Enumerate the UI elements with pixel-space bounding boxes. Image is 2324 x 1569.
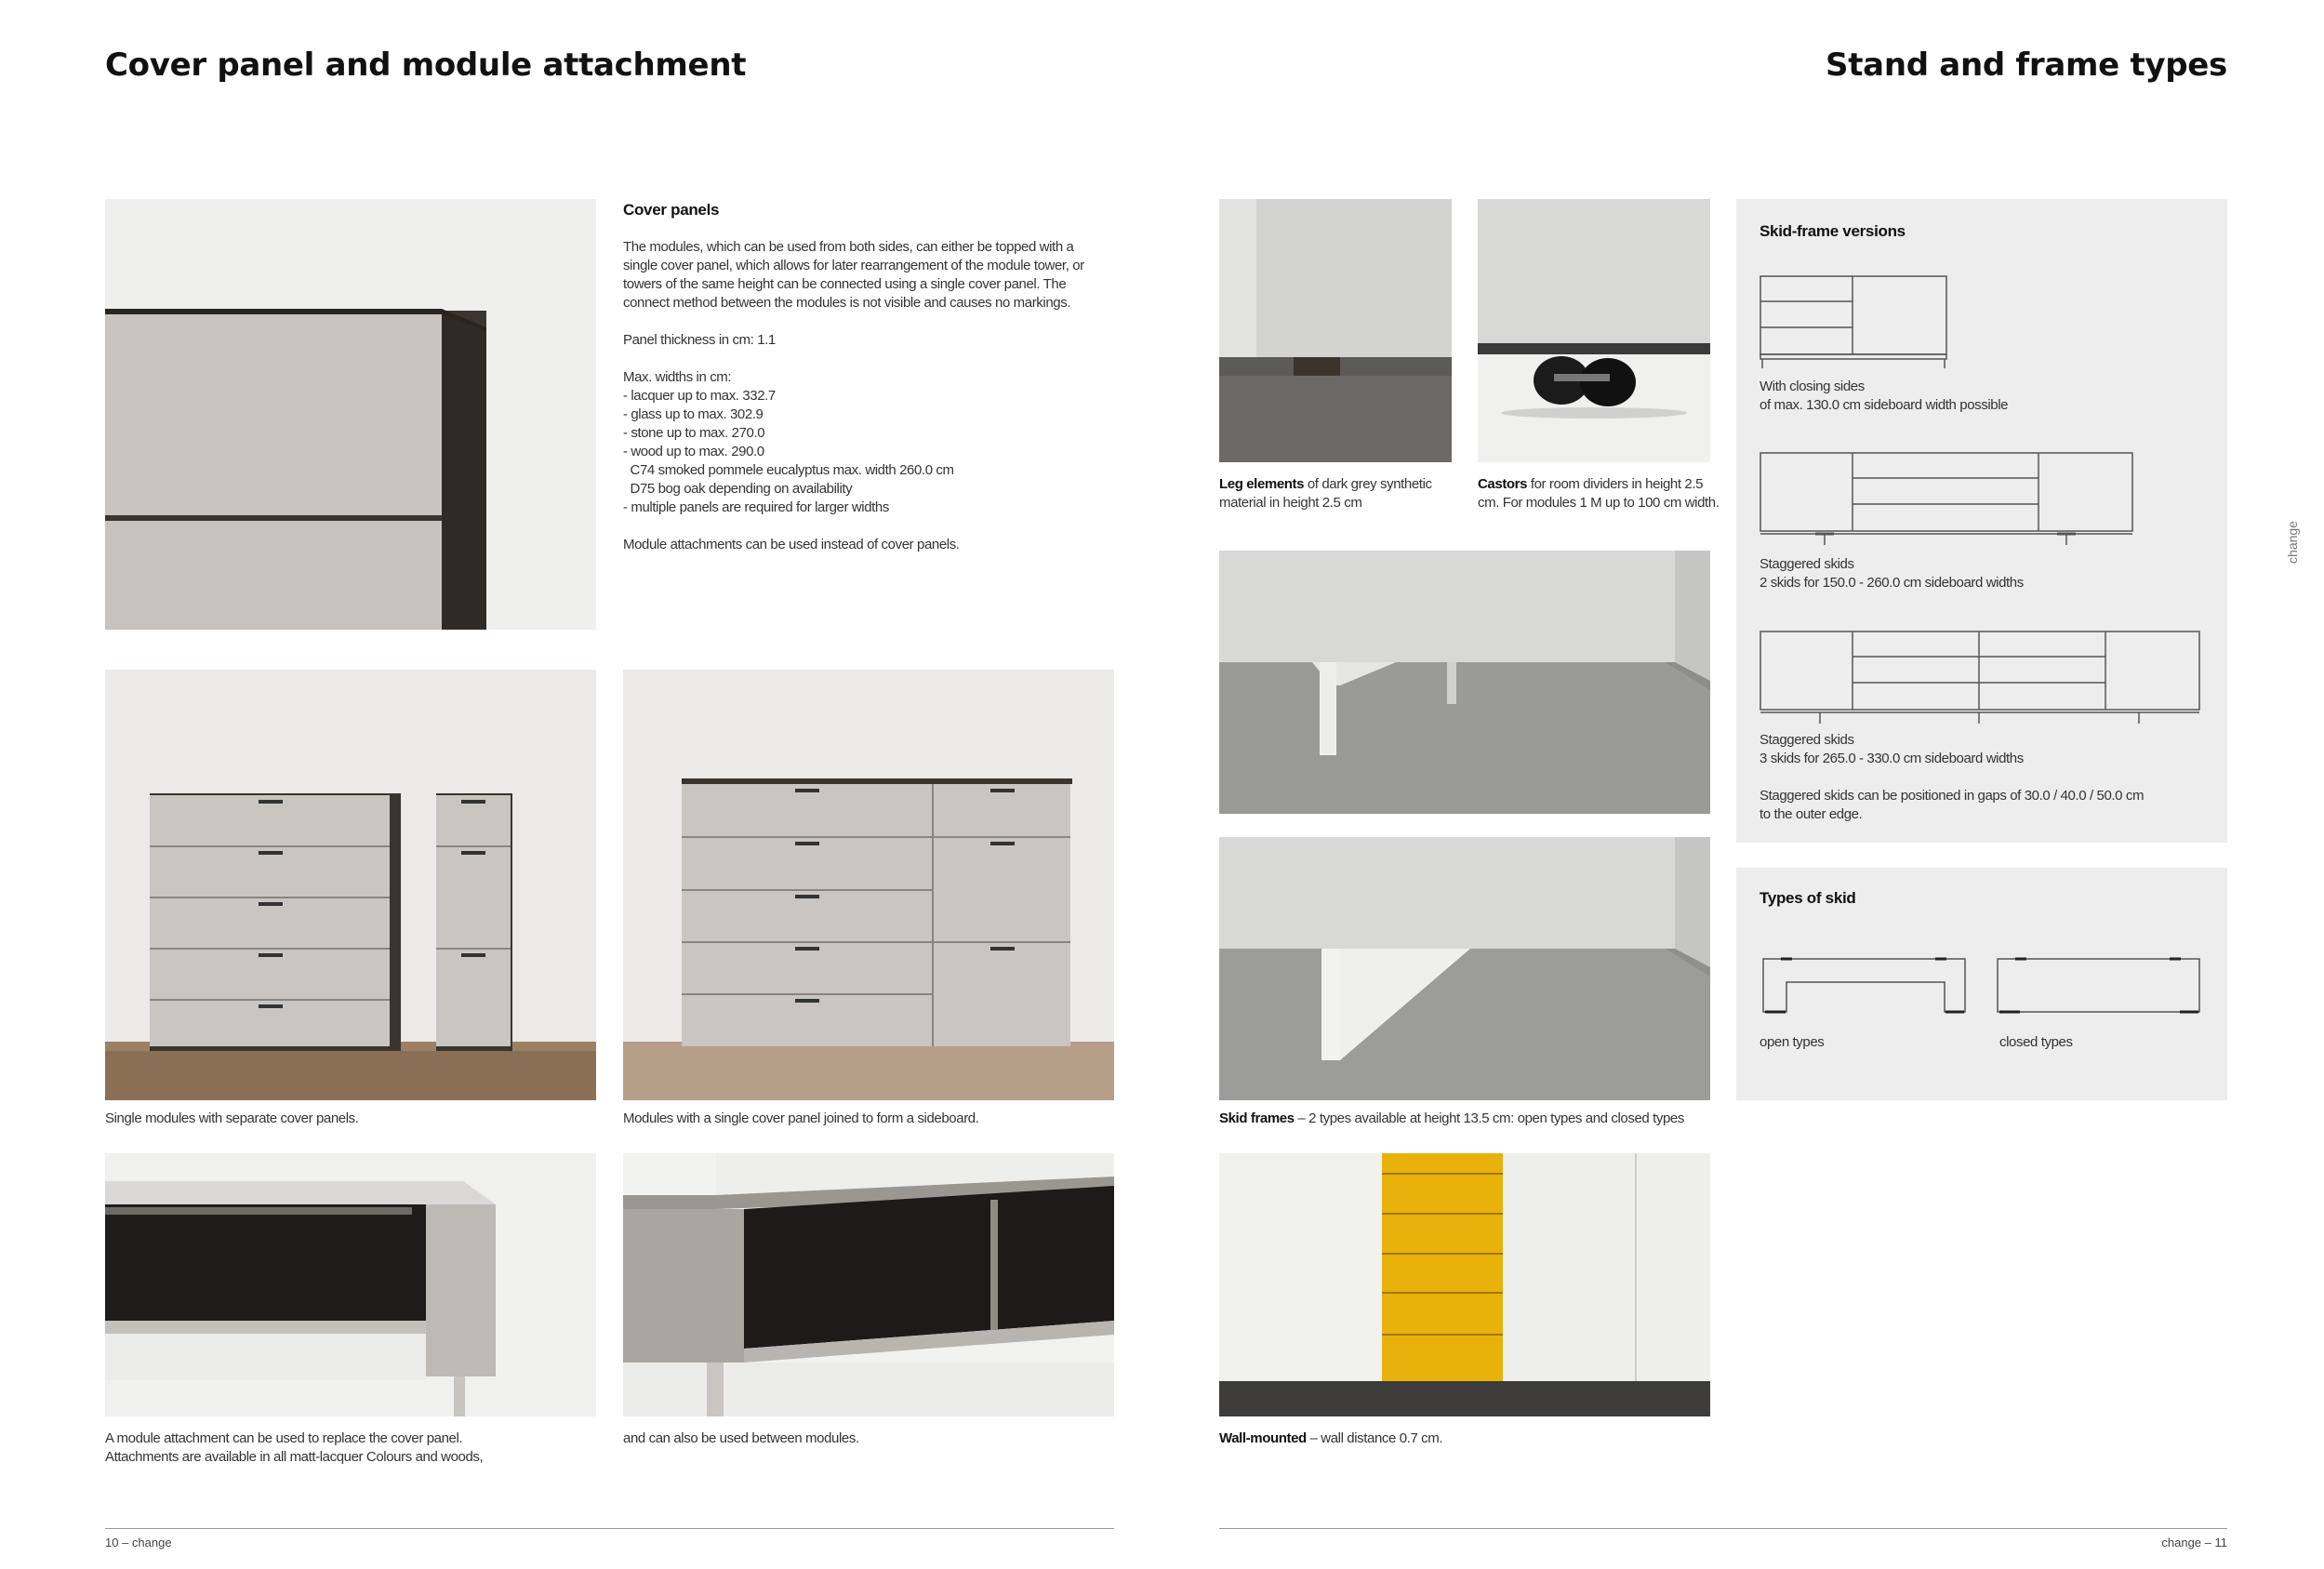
left-folio: 10 – change xyxy=(105,1536,172,1549)
module-attachment-note: Module attachments can be used instead of cover panels. xyxy=(623,537,960,552)
max-width-item: - glass up to max. 302.9 xyxy=(623,406,764,422)
cover-panels-paragraph: The modules, which can be used from both sides, can either be topped with a single cover panel, which allows for later rearrangement of the module tower, or towers of the same height can be connected using a single cover panel. The connect method between the modules is not visible and causes no markings. xyxy=(623,239,1084,311)
attachment-caption xyxy=(105,1429,483,1467)
max-width-item: - lacquer up to max. 332.7 xyxy=(623,388,776,404)
max-width-item: D75 bog oak depending on availability xyxy=(623,481,853,497)
attachment-caption-line: A module attachment can be used to replace the cover panel. xyxy=(105,1430,463,1446)
skid-frames-caption xyxy=(1219,1110,1684,1128)
leg-elements-label: Leg elements xyxy=(1219,476,1305,492)
module-attachment-photo xyxy=(105,1153,596,1416)
max-widths-label: Max. widths in cm: xyxy=(623,369,732,385)
skid-version-1-diagram xyxy=(1760,273,1950,371)
left-page-title: Cover panel and module attachment xyxy=(105,47,747,84)
open-types-label: open types xyxy=(1760,1034,1825,1050)
skid-version-2-line: Staggered skids xyxy=(1760,556,1854,572)
skid-frames-label: Skid frames xyxy=(1219,1110,1295,1126)
skid-frames-text: – 2 types available at height 13.5 cm: open types and closed types xyxy=(1294,1110,1684,1126)
single-modules-photo xyxy=(105,670,596,1100)
skid-frame-open-photo xyxy=(1219,551,1710,814)
sideboard-photo xyxy=(623,670,1114,1100)
attachment-between-photo xyxy=(623,1153,1114,1416)
types-of-skid-heading: Types of skid xyxy=(1760,889,1856,907)
max-width-item: - stone up to max. 270.0 xyxy=(623,425,765,441)
between-caption: and can also be used between modules. xyxy=(623,1430,859,1446)
skid-gap-note-line: Staggered skids can be positioned in gaps of 30.0 / 40.0 / 50.0 cm xyxy=(1760,788,2145,804)
side-tab-label: change xyxy=(2284,521,2300,564)
leg-elements-caption xyxy=(1219,475,1452,512)
castors-text: for room dividers in height 2.5 cm. For modules 1 M up to 100 cm width. xyxy=(1478,476,1720,511)
max-width-item: - multiple panels are required for larger widths xyxy=(623,499,889,515)
skid-version-3-diagram xyxy=(1760,629,2204,731)
castors-label: Castors xyxy=(1478,476,1528,492)
attachment-caption-line: Attachments are available in all matt-lacquer Colours and woods, xyxy=(105,1449,484,1465)
right-folio: change – 11 xyxy=(2161,1536,2227,1549)
castors-photo xyxy=(1478,199,1710,462)
left-footer-rule xyxy=(105,1528,1114,1529)
right-footer-rule xyxy=(1219,1528,2227,1529)
skid-version-1-caption xyxy=(1760,378,2008,415)
cover-panels-text xyxy=(623,201,1107,554)
skid-frame-closed-photo xyxy=(1219,837,1710,1100)
max-width-item: C74 smoked pommele eucalyptus max. width 260.0 cm xyxy=(623,462,954,478)
closed-types-label: closed types xyxy=(1999,1034,2073,1050)
leg-elements-text: of dark grey synthetic material in height 2.5 cm xyxy=(1219,476,1432,511)
skid-version-1-line: of max. 130.0 cm sideboard width possible xyxy=(1760,397,2009,413)
skid-frame-versions-panel xyxy=(1736,199,2227,843)
skid-version-2-line: 2 skids for 150.0 - 260.0 cm sideboard widths xyxy=(1760,575,2024,591)
side-tab xyxy=(2280,516,2308,572)
open-skid-diagram xyxy=(1762,954,1969,1019)
sideboard-caption: Modules with a single cover panel joined to form a sideboard. xyxy=(623,1110,979,1126)
single-modules-caption: Single modules with separate cover panels. xyxy=(105,1110,359,1126)
skid-frame-versions-heading: Skid-frame versions xyxy=(1760,222,1906,240)
types-of-skid-panel xyxy=(1736,868,2227,1100)
wall-mounted-text: – wall distance 0.7 cm. xyxy=(1306,1430,1443,1446)
skid-gap-note-line: to the outer edge. xyxy=(1760,806,1863,822)
skid-version-3-line: Staggered skids xyxy=(1760,732,1854,748)
leg-elements-photo xyxy=(1219,199,1452,462)
skid-version-2-diagram xyxy=(1760,450,2136,552)
wall-mounted-caption xyxy=(1219,1429,1442,1448)
panel-thickness: Panel thickness in cm: 1.1 xyxy=(623,332,776,348)
cover-panel-corner-photo xyxy=(105,199,596,630)
cover-panels-heading: Cover panels xyxy=(623,201,720,219)
wall-mounted-photo xyxy=(1219,1153,1710,1416)
closed-skid-diagram xyxy=(1997,954,2203,1019)
skid-gap-note xyxy=(1760,787,2144,824)
skid-version-3-line: 3 skids for 265.0 - 330.0 cm sideboard widths xyxy=(1760,751,2024,766)
skid-version-2-caption xyxy=(1760,555,2024,592)
wall-mounted-label: Wall-mounted xyxy=(1219,1430,1307,1446)
max-width-item: - wood up to max. 290.0 xyxy=(623,444,764,459)
skid-version-3-caption xyxy=(1760,731,2024,768)
skid-version-1-line: With closing sides xyxy=(1760,379,1865,394)
castors-caption xyxy=(1478,475,1720,512)
right-page-title: Stand and frame types xyxy=(1826,47,2227,84)
